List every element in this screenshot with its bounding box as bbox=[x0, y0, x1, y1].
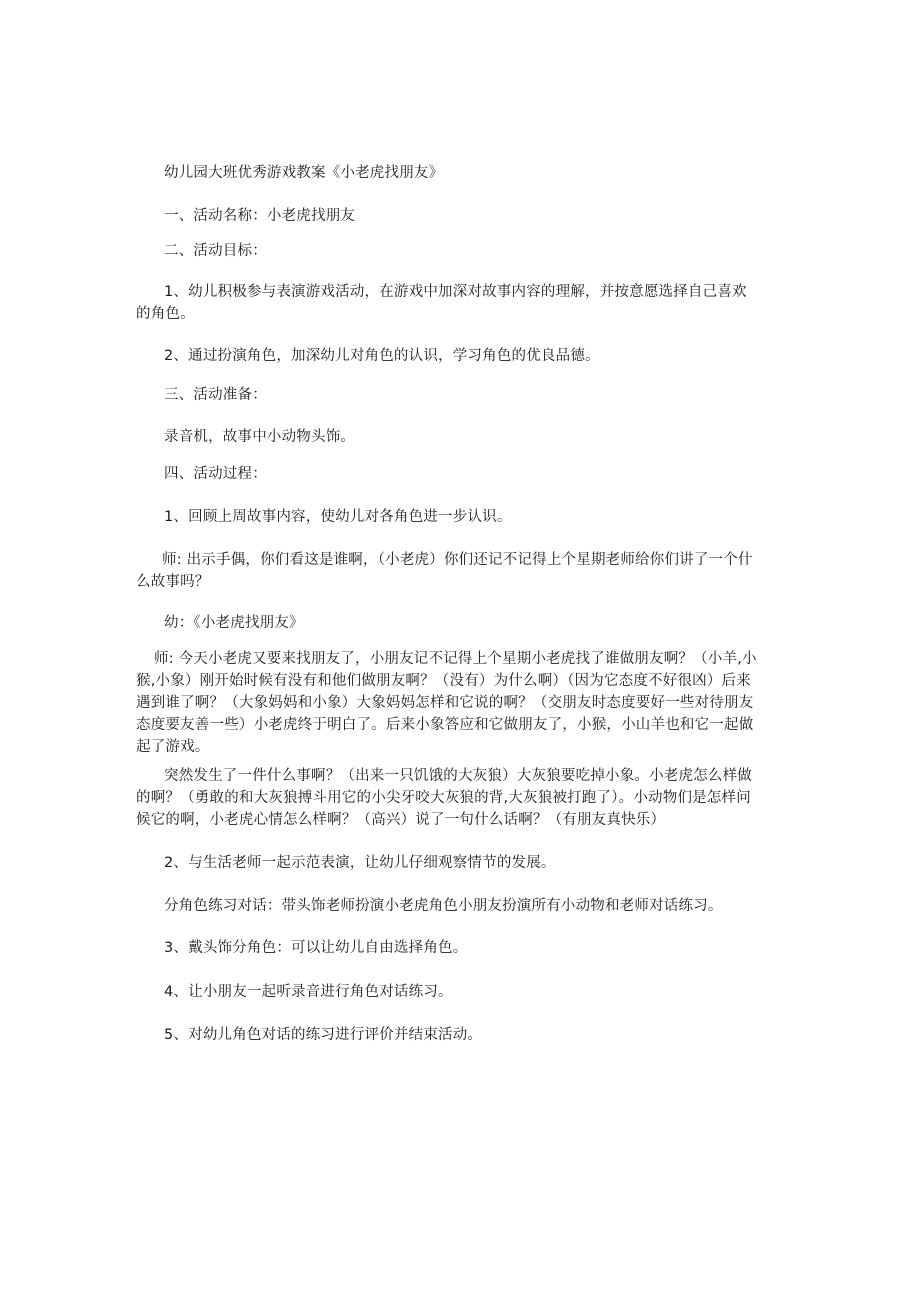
process-step-4: 4、让小朋友一起听录音进行角色对话练习。 bbox=[164, 984, 453, 1000]
section-activity-process: 四、活动过程： bbox=[164, 466, 267, 482]
goal-paragraph-1: 1、幼儿积极参与表演游戏活动，在游戏中加深对故事内容的理解，并按意愿选择自己喜欢的角色。 bbox=[136, 284, 747, 322]
teacher-dialogue-2: 师: 今天小老虎又要来找朋友了，小朋友记不记得上个星期小老虎找了谁做朋友啊？（小羊,小猴,小象）刚开始时候有没有和他们做朋友啊？（没有）为什么啊）（因为它态度不好很凶）后来遇到谁了啊？（大象妈妈和小象）大象妈妈怎样和它说的啊？（交朋友时态度要好一些对待朋友态度要友善一些）小老虎终于明白了。后来小象答应和它做朋友了，小猴，小山羊也和它一起做起了游戏。 bbox=[136, 651, 757, 755]
process-step-3: 3、戴头饰分角色：可以让幼儿自由选择角色。 bbox=[164, 940, 468, 956]
story-paragraph-2: 突然发生了一件什么事啊？（出来一只饥饿的大灰狼）大灰狼要吃掉小象。小老虎怎么样做的啊？（勇敢的和大灰狼搏斗用它的小尖牙咬大灰狼的背,大灰狼被打跑了）。小动物们是怎样问候它的啊，小老虎心情怎么样啊？（高兴）说了一句什么话啊？（有朋友真快乐） bbox=[136, 768, 752, 828]
section-activity-goals: 二、活动目标： bbox=[164, 243, 267, 259]
process-step-2: 2、与生活老师一起示范表演，让幼儿仔细观察情节的发展。 bbox=[164, 855, 556, 871]
goal-paragraph-2: 2、通过扮演角色，加深幼儿对角色的认识，学习角色的优良品德。 bbox=[164, 348, 600, 364]
process-step-5: 5、对幼儿角色对话的练习进行评价并结束活动。 bbox=[164, 1027, 483, 1043]
child-response-1: 幼：《小老虎找朋友》 bbox=[164, 615, 304, 631]
process-step-1: 1、回顾上周故事内容，使幼儿对各角色进一步认识。 bbox=[164, 509, 512, 525]
teacher-dialogue-1: 师: 出示手偶，你们看这是谁啊，（小老虎）你们还记不记得上个星期老师给你们讲了一个什么故事吗？ bbox=[136, 552, 753, 590]
section-activity-preparation: 三、活动准备： bbox=[164, 387, 267, 403]
preparation-text: 录音机，故事中小动物头饰。 bbox=[164, 429, 356, 445]
document-title: 幼儿园大班优秀游戏教案《小老虎找朋友》 bbox=[164, 165, 444, 181]
section-activity-name: 一、活动名称：小老虎找朋友 bbox=[164, 208, 356, 224]
role-play-practice: 分角色练习对话：带头饰老师扮演小老虎角色小朋友扮演所有小动物和老师对话练习。 bbox=[164, 898, 723, 914]
